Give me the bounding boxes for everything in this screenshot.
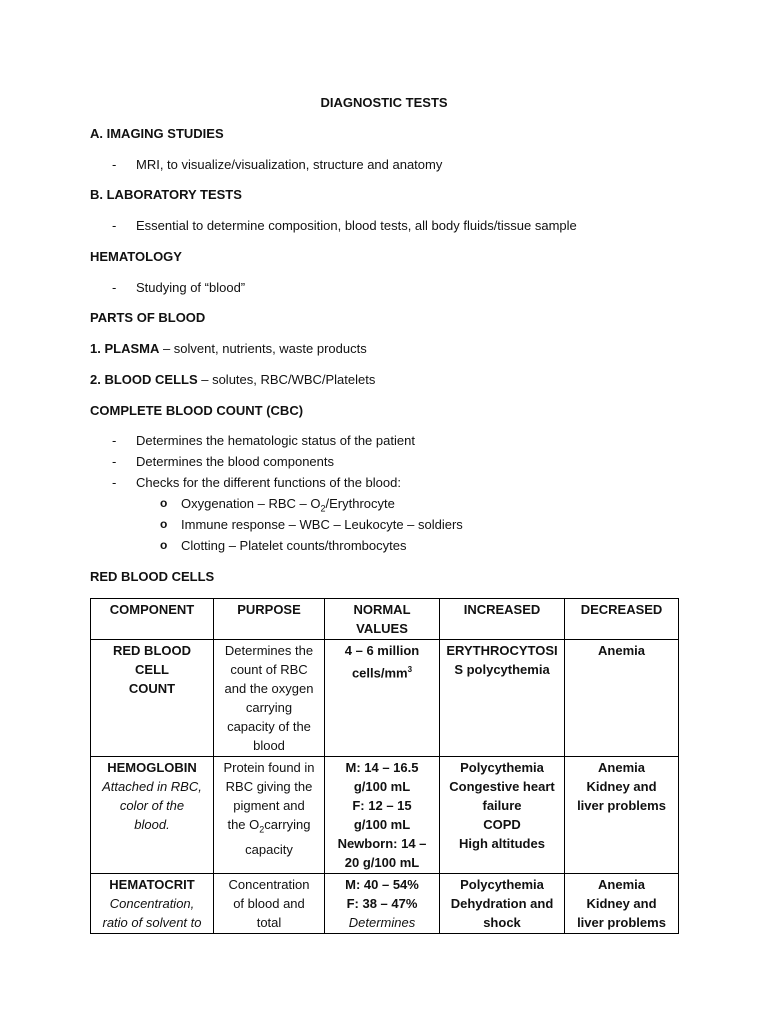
cell-purpose: Determines the count of RBC and the oxygen carrying capacity of the blood [214,640,325,757]
rbc-table [90,598,679,934]
cbc-subitem-clotting: Clotting – Platelet counts/thrombocytes [181,538,407,553]
cell-normal-values: M: 14 – 16.5 g/100 mL F: 12 – 15 g/100 mL Newborn: 14 – 20 g/100 mL [325,757,440,874]
bullet-marker: o [160,517,168,531]
dash-marker: - [112,218,117,233]
laboratory-heading: B. LABORATORY TESTS [90,187,242,202]
plasma-label: 1. PLASMA [90,341,160,356]
table-header-row [91,599,679,640]
cell-normal-values: 4 – 6 million cells/$mm^3$ [325,640,440,757]
cbc-item: Checks for the different functions of the blood: [136,475,401,490]
blood-cells-label: 2. BLOOD CELLS [90,372,198,387]
cell-decreased: Anemia Kidney and liver problems [565,874,679,934]
cbc-item: Determines the blood components [136,454,335,469]
hematology-item: Studying of “blood” [136,280,246,295]
cell-component: HEMATOCRIT Concentration, ratio of solvent to [91,874,214,934]
cell-increased: Polycythemia Dehydration and shock [440,874,565,934]
dash-marker: - [112,157,117,172]
dash-marker: - [112,475,117,490]
laboratory-item: Essential to determine composition, blood tests, all body fluids/tissue sample [136,218,577,233]
header-normal-values: NORMAL VALUES [325,599,440,640]
dash-marker: - [112,280,117,295]
oxygenation-text-end: /Erythrocyte [325,496,395,511]
cell-increased: Polycythemia Congestive heart failure COPD High altitudes [440,757,565,874]
cell-purpose: Concentration of blood and total [214,874,325,934]
oxygenation-text: Oxygenation – RBC – O [181,496,321,511]
header-increased: INCREASED [440,599,565,640]
table-row [91,640,679,757]
imaging-heading: A. IMAGING STUDIES [90,126,224,141]
cell-normal-values: M: 40 – 54% F: 38 – 47% Determines [325,874,440,934]
imaging-item: MRI, to visualize/visualization, structure and anatomy [136,157,443,172]
dash-marker: - [112,433,117,448]
cbc-subitem-oxygenation [181,496,395,514]
cbc-subitem-immune: Immune response – WBC – Leukocyte – soldiers [181,517,463,532]
parts-heading: PARTS OF BLOOD [90,310,206,325]
cbc-heading: COMPLETE BLOOD COUNT (CBC) [90,403,304,418]
plasma-line [90,341,367,356]
header-purpose: PURPOSE [214,599,325,640]
cell-component: HEMOGLOBIN Attached in RBC, color of the blood. [91,757,214,874]
plasma-text: – solvent, nutrients, waste products [159,341,367,356]
cell-decreased: Anemia [565,640,679,757]
hematology-heading: HEMATOLOGY [90,249,182,264]
header-decreased: DECREASED [565,599,679,640]
cell-decreased: Anemia Kidney and liver problems [565,757,679,874]
bullet-marker: o [160,538,168,552]
cell-purpose: Protein found in RBC giving the pigment and the $O_2carrying$ capacity [214,757,325,874]
header-component: COMPONENT [91,599,214,640]
cell-increased: ERYTHROCYTOSI S polycythemia [440,640,565,757]
bullet-marker: o [160,496,168,510]
blood-cells-text: – solutes, RBC/WBC/Platelets [197,372,376,387]
rbc-heading: RED BLOOD CELLS [90,569,215,584]
dash-marker: - [112,454,117,469]
cbc-item: Determines the hematologic status of the patient [136,433,415,448]
oxygen-subscript: 2 [320,503,326,514]
page-title: DIAGNOSTIC TESTS [320,95,448,110]
cell-component: RED BLOOD CELL COUNT [91,640,214,757]
table-row [91,757,679,874]
blood-cells-line [90,372,375,387]
table-row [91,874,679,934]
